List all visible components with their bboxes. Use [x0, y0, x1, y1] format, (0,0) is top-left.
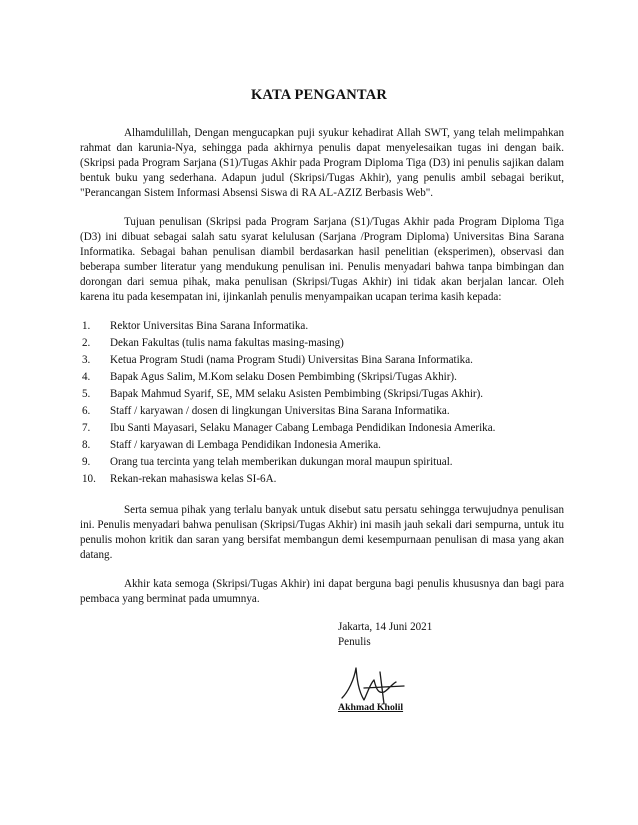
signature-role: Penulis [338, 636, 371, 648]
list-item [80, 421, 564, 436]
list-number: 9. [82, 456, 91, 468]
list-number: 7. [82, 422, 91, 434]
list-item [80, 455, 564, 470]
document-title: KATA PENGANTAR [250, 87, 388, 103]
list-item [80, 319, 564, 334]
signature-block [338, 620, 498, 715]
signature-name: Akhmad Kholil [338, 702, 404, 713]
list-item [80, 370, 564, 385]
list-item [80, 472, 564, 487]
list-text: Staff / karyawan / dosen di lingkungan Universitas Bina Sarana Informatika. [110, 405, 450, 417]
paragraph-closing: Serta semua pihak yang terlalu banyak untuk disebut satu persatu sehingga terwujudnya penulisan ini. Penulis menyadari bahwa penulisan (Skripsi/Tugas Akhir) ini masih jauh sekali dari sempurna, untuk itu penulis mohon kritik dan saran yang bersifat membangun demi kesempurnaan penulisan di masa yang akan datang. [80, 504, 564, 561]
list-item [80, 353, 564, 368]
list-number: 8. [82, 439, 91, 451]
list-number: 1. [82, 320, 91, 332]
paragraph-intro: Alhamdulillah, Dengan mengucapkan puji syukur kehadirat Allah SWT, yang telah melimpahkan rahmat dan karunia-Nya, sehingga pada akhirnya penulis dapat menyelesaikan tugas ini dengan baik. (Skripsi pada Program Sarjana (S1)/Tugas Akhir pada Program Diploma Tiga (D3) ini penulis sajikan dalam bentuk buku yang sederhana. Adapun judul (Skripsi/Tugas Akhir), yang penulis ambil sebagai berikut, "Perancangan Sistem Informasi Absensi Siswa di RA AL-AZIZ Berbasis Web". [80, 127, 564, 199]
paragraph-purpose: Tujuan penulisan (Skripsi pada Program Sarjana (S1)/Tugas Akhir pada Program Diploma Tiga (D3) ini dibuat sebagai salah satu syarat kelulusan (Sarjana /Program Diploma) Universitas Bina Sarana Informatika. Sebagai bahan penulisan diambil berdasarkan hasil penelitian (eksperimen), observasi dan beberapa sumber literatur yang mendukung penulisan ini. Penulis menyadari bahwa tanpa bimbingan dan dorongan dari semua pihak, maka penulisan (Skripsi/Tugas Akhir) ini tidak akan berjalan lancar. Oleh karena itu pada kesempatan ini, ijinkanlah penulis menyampaikan ucapan terima kasih kepada: [80, 216, 564, 303]
list-text: Staff / karyawan di Lembaga Pendidikan Indonesia Amerika. [110, 439, 381, 451]
list-item [80, 336, 564, 351]
list-number: 10. [82, 473, 96, 485]
list-number: 5. [82, 388, 91, 400]
document-body [80, 126, 564, 607]
list-text: Dekan Fakultas (tulis nama fakultas masing-masing) [110, 337, 344, 349]
list-text: Rektor Universitas Bina Sarana Informatika. [110, 320, 309, 332]
list-item [80, 387, 564, 402]
list-item [80, 438, 564, 453]
list-item [80, 404, 564, 419]
list-text: Rekan-rekan mahasiswa kelas SI-6A. [110, 473, 277, 485]
list-text: Ketua Program Studi (nama Program Studi) Universitas Bina Sarana Informatika. [110, 354, 473, 366]
paragraph-final: Akhir kata semoga (Skripsi/Tugas Akhir) ini dapat berguna bagi penulis khususnya dan bagi para pembaca yang berminat pada umumnya. [80, 578, 564, 605]
acknowledgement-list [80, 319, 564, 487]
list-number: 2. [82, 337, 91, 349]
list-text: Bapak Mahmud Syarif, SE, MM selaku Asisten Pembimbing (Skripsi/Tugas Akhir). [110, 388, 484, 400]
list-number: 4. [82, 371, 91, 383]
signature-place-date: Jakarta, 14 Juni 2021 [338, 621, 433, 633]
list-text: Bapak Agus Salim, M.Kom selaku Dosen Pembimbing (Skripsi/Tugas Akhir). [110, 371, 457, 383]
list-text: Ibu Santi Mayasari, Selaku Manager Cabang Lembaga Pendidikan Indonesia Amerika. [110, 422, 496, 434]
list-number: 6. [82, 405, 91, 417]
list-text: Orang tua tercinta yang telah memberikan dukungan moral maupun spiritual. [110, 456, 453, 468]
list-number: 3. [82, 354, 91, 366]
